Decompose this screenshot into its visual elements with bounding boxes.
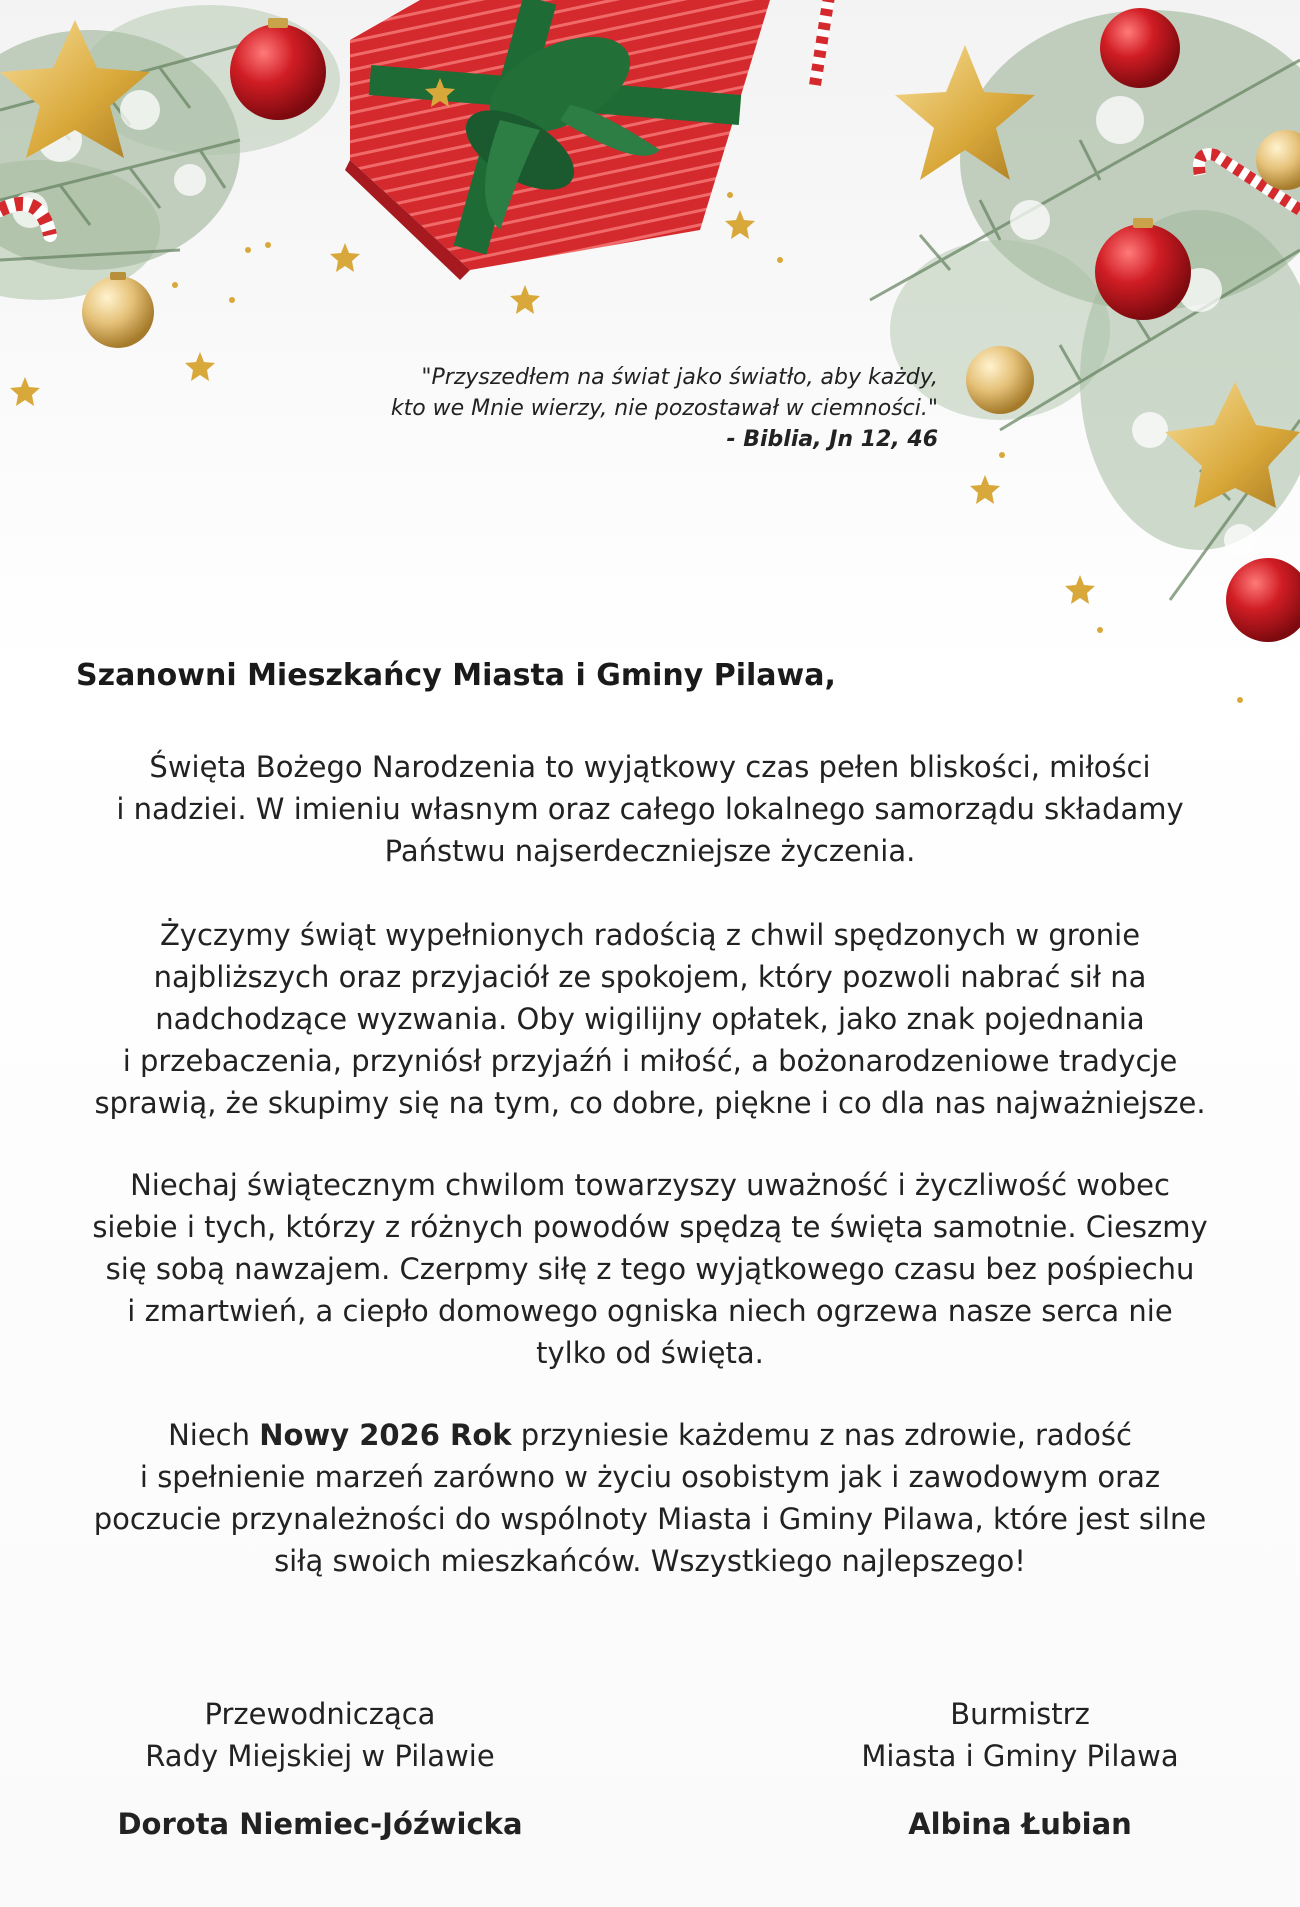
- bauble-icon: [1095, 224, 1191, 320]
- quote-source: - Biblia, Jn 12, 46: [726, 427, 938, 452]
- signature-title: Burmistrz: [950, 1697, 1090, 1731]
- paragraph-line: sprawią, że skupimy się na tym, co dobre, piękne i co dla nas najważniejsze.: [94, 1086, 1206, 1120]
- paragraph-4: [40, 1414, 1260, 1582]
- paragraph-line: Niechaj świątecznym chwilom towarzyszy uważność i życzliwość wobec: [130, 1168, 1170, 1202]
- paragraph-line: Święta Bożego Narodzenia to wyjątkowy czas pełen bliskości, miłości: [149, 750, 1151, 784]
- paragraph-line: i nadziei. W imieniu własnym oraz całego lokalnego samorządu składamy: [116, 792, 1184, 826]
- signature-right: [770, 1693, 1270, 1845]
- bauble-icon: [82, 276, 154, 348]
- signature-left: [60, 1693, 580, 1845]
- quote-line: kto we Mnie wierzy, nie pozostawał w ciemności.": [390, 396, 938, 421]
- paragraph-line: [40, 1414, 1260, 1456]
- paragraph-line: i przebaczenia, przyniósł przyjaźń i miłość, a bożonarodzeniowe tradycje: [122, 1044, 1178, 1078]
- paragraph-text: przyniesie każdemu z nas zdrowie, radość: [511, 1418, 1132, 1452]
- signature-title: Rady Miejskiej w Pilawie: [145, 1739, 495, 1773]
- paragraph-line: i zmartwień, a ciepło domowego ogniska niech ogrzewa nasze serca nie: [127, 1294, 1173, 1328]
- bauble-icon: [1100, 8, 1180, 88]
- paragraph-line: się sobą nawzajem. Czerpmy siłę z tego wyjątkowego czasu bez pośpiechu: [105, 1252, 1195, 1286]
- signature-name: Dorota Niemiec-Jóźwicka: [117, 1807, 523, 1841]
- signature-title: Miasta i Gminy Pilawa: [861, 1739, 1179, 1773]
- candy-cane-icon: [815, 0, 830, 85]
- bauble-icon: [230, 24, 326, 120]
- paragraph-2: [40, 914, 1260, 1124]
- quote-line: "Przyszedłem na świat jako światło, aby każdy,: [421, 365, 938, 390]
- paragraph-text: Niech: [168, 1418, 260, 1452]
- christmas-decoration: [0, 0, 1300, 720]
- paragraph-line: poczucie przynależności do wspólnoty Miasta i Gminy Pilawa, które jest silne: [93, 1502, 1207, 1536]
- paragraph-line: najbliższych oraz przyjaciół ze spokojem, który pozwoli nabrać sił na: [153, 960, 1147, 994]
- paragraph-line: i spełnienie marzeń zarówno w życiu osobistym jak i zawodowym oraz: [139, 1460, 1161, 1494]
- new-year-highlight: Nowy 2026 Rok: [259, 1418, 512, 1452]
- greeting-heading: Szanowni Mieszkańcy Miasta i Gminy Pilawa,: [76, 658, 836, 693]
- paragraph-line: tylko od święta.: [536, 1336, 764, 1370]
- bauble-icon: [966, 346, 1034, 414]
- paragraph-line: Państwu najserdeczniejsze życzenia.: [384, 834, 916, 868]
- bauble-icon: [1226, 558, 1300, 642]
- signature-name: Albina Łubian: [908, 1807, 1132, 1841]
- paragraph-line: siebie i tych, którzy z różnych powodów spędzą te święta samotnie. Cieszmy: [92, 1210, 1208, 1244]
- paragraph-3: [40, 1164, 1260, 1374]
- paragraph-1: [40, 746, 1260, 872]
- gift-icon: [345, 0, 770, 280]
- bible-quote: [290, 362, 938, 455]
- paragraph-line: siłą swoich mieszkańców. Wszystkiego najlepszego!: [274, 1544, 1026, 1578]
- paragraph-line: nadchodzące wyzwania. Oby wigilijny opłatek, jako znak pojednania: [155, 1002, 1145, 1036]
- signature-title: Przewodnicząca: [204, 1697, 436, 1731]
- paragraph-line: Życzymy świąt wypełnionych radością z chwil spędzonych w gronie: [159, 918, 1141, 952]
